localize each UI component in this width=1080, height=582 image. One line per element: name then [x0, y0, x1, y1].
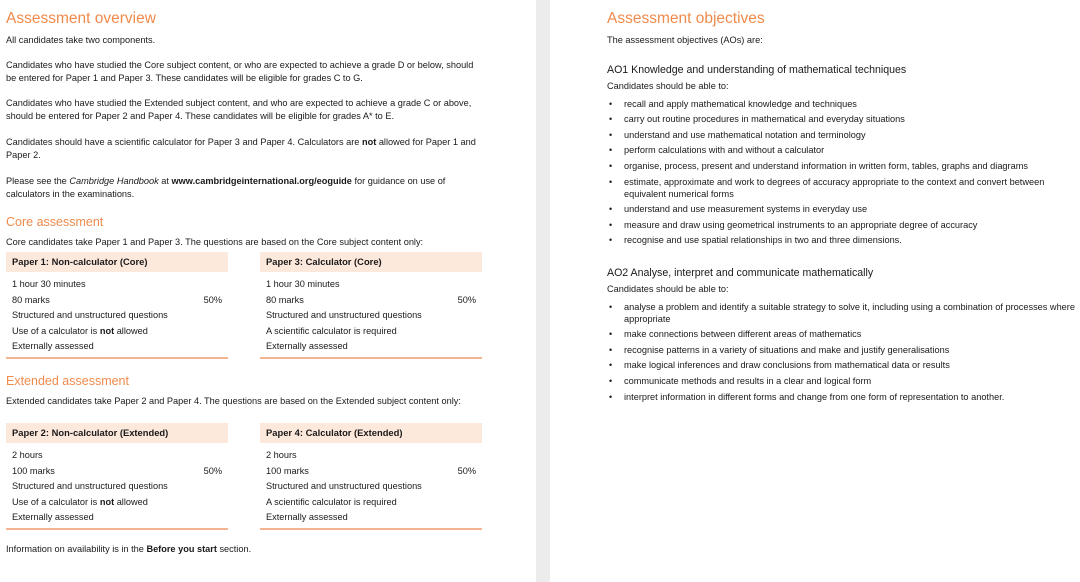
paper4-duration: 2 hours	[266, 450, 297, 460]
paper1-assessed: Externally assessed	[12, 341, 94, 352]
paragraph-calculator: Candidates should have a scientific calculator for Paper 3 and Paper 4. Calculators are not allowed for Paper 1 and Paper 2.	[6, 137, 476, 160]
paper2-duration: 2 hours	[12, 450, 43, 460]
paper4-weight: 50%	[457, 465, 476, 476]
paper1-calculator: Use of a calculator is not allowed	[12, 325, 148, 336]
paper3-calculator: A scientific calculator is required	[266, 325, 397, 336]
paper3-marks-row: 80 marks 50%	[260, 293, 482, 309]
page-gutter	[536, 0, 550, 582]
paper4-marks-row: 100 marks 50%	[260, 464, 482, 480]
list-item: • measure and draw using geometrical instruments to an appropriate degree of accuracy	[607, 219, 1075, 231]
ao1-section	[607, 64, 1075, 250]
paper1-box	[6, 252, 228, 359]
paper2-assessed: Externally assessed	[12, 512, 94, 523]
list-item: • organise, process, present and understand information in written form, tables, graphs and diagrams	[607, 160, 1075, 172]
ao2-lead: Candidates should be able to:	[607, 284, 729, 294]
list-item: • recognise patterns in a variety of situations and make and justify generalisations	[607, 344, 1075, 356]
ao2-section	[607, 267, 1075, 406]
paper4-title: Paper 4: Calculator (Extended)	[260, 423, 482, 443]
paper2-calculator: Use of a calculator is not allowed	[12, 496, 148, 507]
objectives-intro: The assessment objectives (AOs) are:	[607, 35, 763, 45]
list-item: • analyse a problem and identify a suitable strategy to solve it, including using a combination of processes where appropriate	[607, 301, 1075, 325]
left-page	[0, 0, 536, 582]
paper4-assessed: Externally assessed	[266, 512, 348, 523]
paper3-divider	[260, 357, 482, 359]
list-item: • carry out routine procedures in mathematical and everyday situations	[607, 113, 1075, 125]
paper4-divider	[260, 528, 482, 530]
paper3-title: Paper 3: Calculator (Core)	[260, 252, 482, 272]
list-item: • recognise and use spatial relationships in two and three dimensions.	[607, 234, 1075, 246]
paragraph-core-entry: Candidates who have studied the Core subject content, or who are expected to achieve a grade D or below, should be entered for Paper 1 and Paper 3. These candidates will be eligible for grades C to G.	[6, 60, 474, 83]
list-item: • understand and use mathematical notation and terminology	[607, 129, 1075, 141]
ao2-list	[607, 301, 1075, 403]
intro-text: All candidates take two components.	[6, 35, 156, 45]
paper4-calculator: A scientific calculator is required	[266, 496, 397, 507]
list-item: • recall and apply mathematical knowledge and techniques	[607, 98, 1075, 110]
paper2-box	[6, 423, 228, 530]
objectives-title: Assessment objectives	[607, 10, 765, 27]
handbook-link[interactable]: www.cambridgeinternational.org/eoguide	[171, 176, 352, 186]
paper2-title: Paper 2: Non-calculator (Extended)	[6, 423, 228, 443]
list-item: • interpret information in different forms and change from one form of representation to another.	[607, 391, 1075, 403]
core-intro: Core candidates take Paper 1 and Paper 3. The questions are based on the Core subject content only:	[6, 237, 424, 247]
paper3-box	[260, 252, 482, 359]
list-item: • understand and use measurement systems in everyday use	[607, 203, 1075, 215]
paper1-weight: 50%	[203, 294, 222, 305]
list-item: • communicate methods and results in a clear and logical form	[607, 375, 1075, 387]
paper2-divider	[6, 528, 228, 530]
ao1-heading: AO1 Knowledge and understanding of mathematical techniques	[607, 64, 907, 76]
paper2-weight: 50%	[203, 465, 222, 476]
paper1-duration: 1 hour 30 minutes	[12, 279, 86, 289]
paragraph-handbook: Please see the Cambridge Handbook at www.cambridgeinternational.org/eoguide for guidance on use of calculators in the examinations.	[6, 176, 446, 199]
paper1-divider	[6, 357, 228, 359]
extended-assessment-heading: Extended assessment	[6, 374, 129, 388]
paper1-marks-row: 80 marks 50%	[6, 293, 228, 309]
paper1-title: Paper 1: Non-calculator (Core)	[6, 252, 228, 272]
ao1-lead: Candidates should be able to:	[607, 81, 729, 91]
ao1-list	[607, 98, 1075, 247]
core-assessment-heading: Core assessment	[6, 215, 104, 229]
list-item: • estimate, approximate and work to degrees of accuracy appropriate to the context and convert between equivalent numerical forms	[607, 176, 1075, 200]
paper3-duration: 1 hour 30 minutes	[266, 279, 340, 289]
list-item: • perform calculations with and without a calculator	[607, 144, 1075, 156]
paper2-questions: Structured and unstructured questions	[12, 481, 168, 492]
paper3-weight: 50%	[457, 294, 476, 305]
availability-note: Information on availability is in the Before you start section.	[6, 544, 252, 554]
paper2-marks-row: 100 marks 50%	[6, 464, 228, 480]
ao2-heading: AO2 Analyse, interpret and communicate mathematically	[607, 267, 874, 279]
paper3-assessed: Externally assessed	[266, 341, 348, 352]
paper3-questions: Structured and unstructured questions	[266, 310, 422, 321]
list-item: • make logical inferences and draw conclusions from mathematical data or results	[607, 359, 1075, 371]
page-title: Assessment overview	[6, 10, 156, 27]
list-item: • make connections between different areas of mathematics	[607, 328, 1075, 340]
right-page	[550, 0, 1080, 582]
paragraph-extended-entry: Candidates who have studied the Extended subject content, and who are expected to achieve a grade C or above, should be entered for Paper 2 and Paper 4. These candidates will be eligible for grades A* to E.	[6, 98, 472, 121]
paper4-questions: Structured and unstructured questions	[266, 481, 422, 492]
paper1-questions: Structured and unstructured questions	[12, 310, 168, 321]
extended-intro: Extended candidates take Paper 2 and Paper 4. The questions are based on the Extended subject content only:	[6, 396, 461, 406]
paper4-box	[260, 423, 482, 530]
